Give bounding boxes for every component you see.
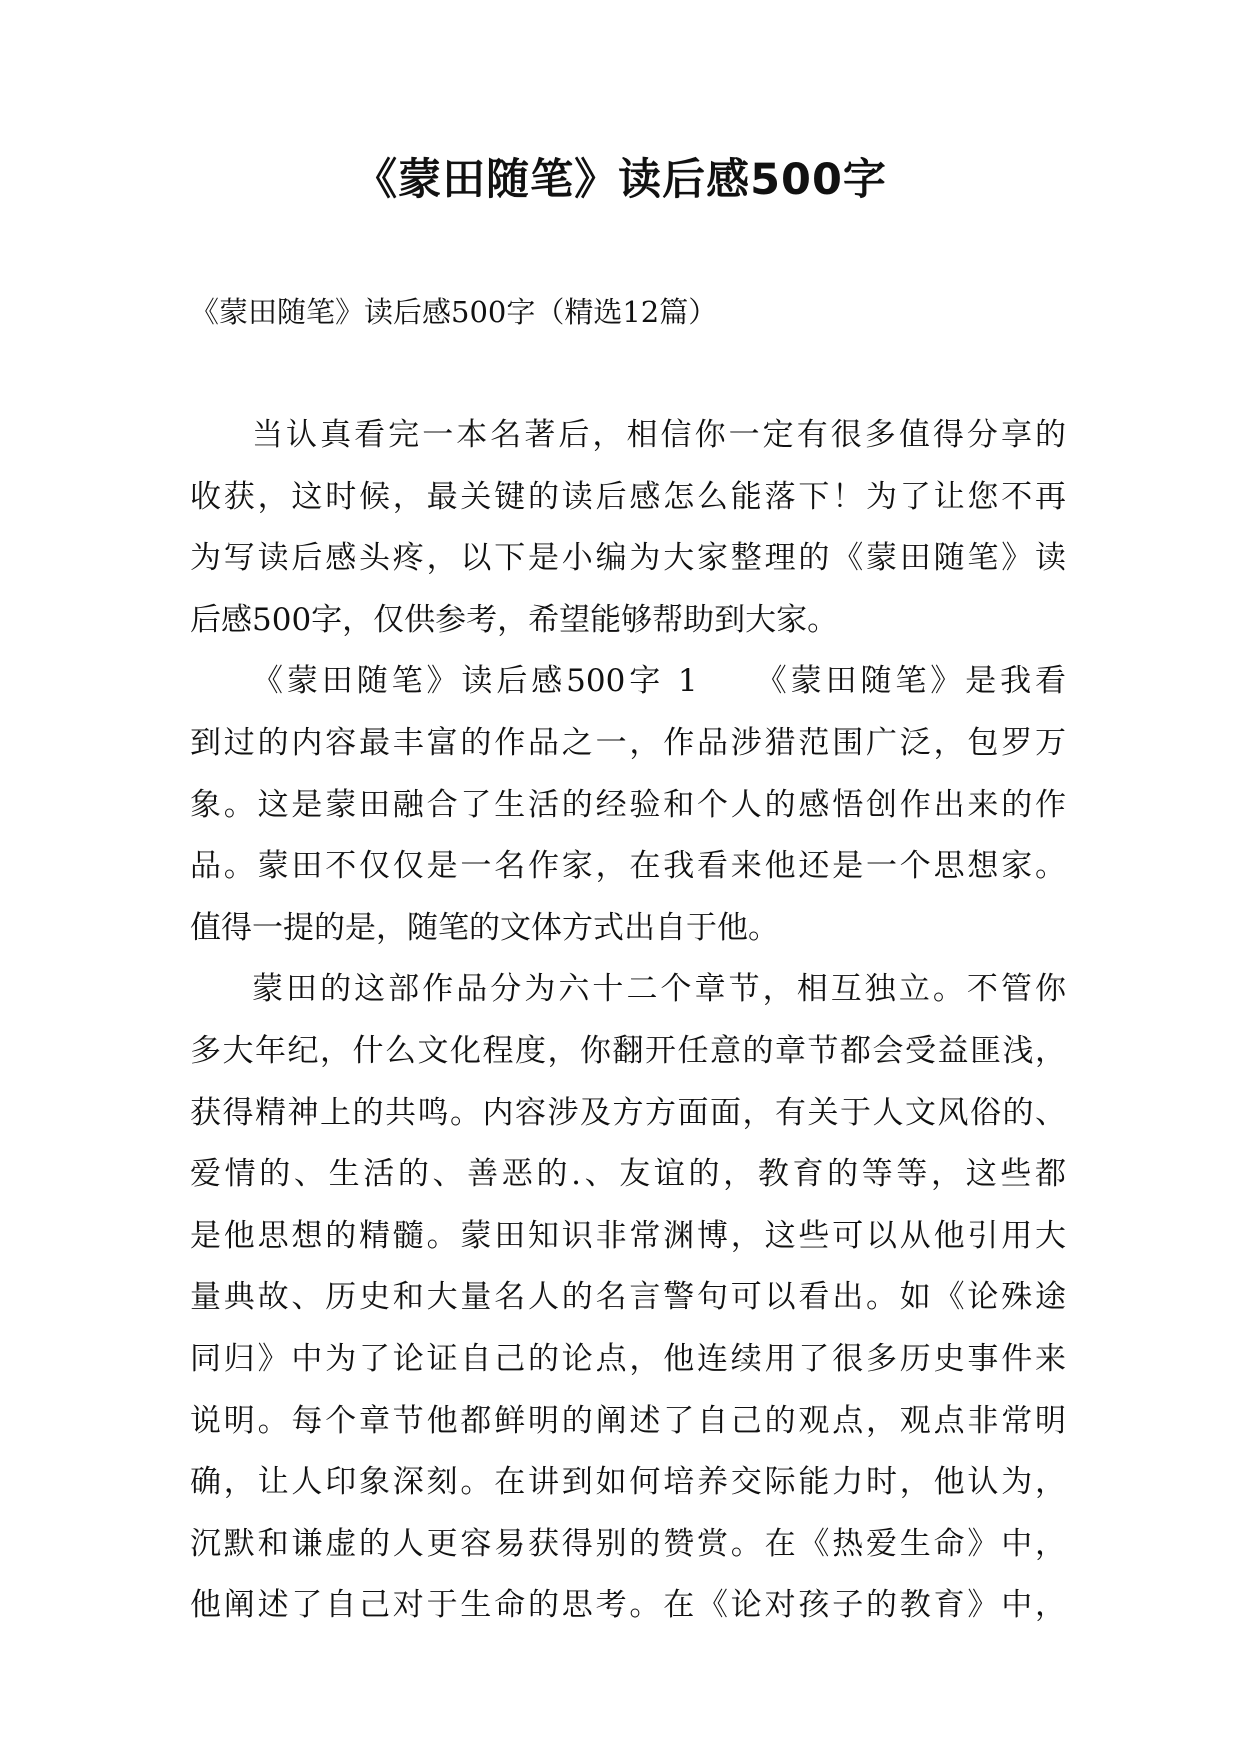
paragraph-line: 获得精神上的共鸣。内容涉及方方面面，有关于人文风俗的、 — [190, 1094, 1066, 1131]
document-title: 《蒙田随笔》读后感500字 — [354, 155, 887, 205]
paragraph-line: 量典故、历史和大量名人的名言警句可以看出。如《论殊途 — [190, 1279, 1066, 1316]
paragraph-line: 说明。每个章节他都鲜明的阐述了自己的观点，观点非常明 — [190, 1402, 1066, 1439]
paragraph-line: 多大年纪，什么文化程度，你翻开任意的章节都会受益匪浅， — [190, 1032, 1066, 1069]
paragraph-line: 是他思想的精髓。蒙田知识非常渊博，这些可以从他引用大 — [190, 1217, 1066, 1254]
paragraph-line: 为写读后感头疼，以下是小编为大家整理的《蒙田随笔》读 — [190, 540, 1066, 577]
paragraph-line: 爱情的、生活的、善恶的.、友谊的，教育的等等，这些都 — [190, 1156, 1066, 1193]
paragraph-line: 蒙田的这部作品分为六十二个章节，相互独立。不管你 — [252, 971, 1066, 1008]
document-subtitle: 《蒙田随笔》读后感500字（精选12篇） — [190, 295, 718, 329]
paragraph-line: 沉默和谦虚的人更容易获得别的赞赏。在《热爱生命》中， — [190, 1525, 1066, 1562]
paragraph-line: 他阐述了自己对于生命的思考。在《论对孩子的教育》中， — [190, 1587, 1066, 1624]
paragraph-line: 《蒙田随笔》读后感500字 1 《蒙田随笔》是我看 — [252, 663, 1066, 700]
paragraph-line: 确，让人印象深刻。在讲到如何培养交际能力时，他认为， — [190, 1464, 1066, 1501]
paragraph-line: 同归》中为了论证自己的论点，他连续用了很多历史事件来 — [190, 1340, 1066, 1377]
paragraph-line: 值得一提的是，随笔的文体方式出自于他。 — [190, 909, 779, 946]
paragraph-line: 品。蒙田不仅仅是一名作家，在我看来他还是一个思想家。 — [190, 848, 1066, 885]
paragraph-line: 到过的内容最丰富的作品之一，作品涉猎范围广泛，包罗万 — [190, 724, 1066, 761]
paragraph-line: 象。这是蒙田融合了生活的经验和个人的感悟创作出来的作 — [190, 786, 1066, 823]
paragraph-line: 当认真看完一本名著后，相信你一定有很多值得分享的 — [252, 417, 1066, 453]
paragraph-line: 后感500字，仅供参考，希望能够帮助到大家。 — [190, 601, 839, 638]
document-body — [190, 405, 1066, 1637]
paragraph-line: 收获，这时候，最关键的读后感怎么能落下！为了让您不再 — [190, 478, 1066, 515]
